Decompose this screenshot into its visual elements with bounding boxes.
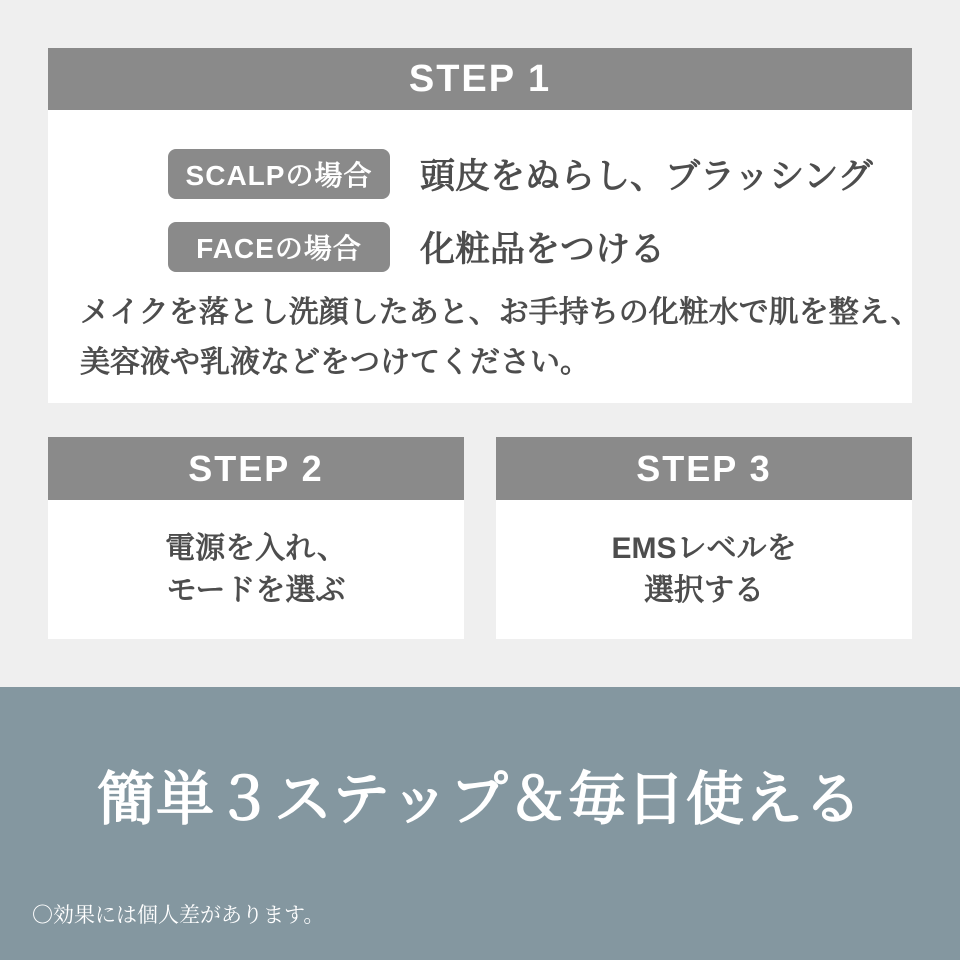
step1-header <box>48 48 912 110</box>
scalp-row <box>168 149 873 199</box>
step3-body <box>496 500 912 639</box>
scalp-badge-label: SCALPの場合 <box>185 160 373 191</box>
step3-header-label: STEP 3 <box>636 447 772 489</box>
step1-card <box>48 48 921 403</box>
face-instruction: 化粧品をつける <box>420 230 666 269</box>
step3-header <box>496 437 912 500</box>
step3-text-line1: EMSレベルを <box>611 531 797 565</box>
step3-text-line2: 選択する <box>644 573 764 607</box>
face-badge <box>168 222 390 272</box>
footer-disclaimer: 〇効果には個人差があります。 <box>32 904 325 927</box>
step1-note-line2: 美容液や乳液などをつけてください。 <box>80 346 590 379</box>
step1-header-label: STEP 1 <box>408 57 552 100</box>
scalp-instruction: 頭皮をぬらし、ブラッシング <box>420 157 873 196</box>
step2-text-line1: 電源を入れ、 <box>165 531 347 565</box>
step3-card <box>496 437 912 639</box>
step1-note <box>80 288 921 388</box>
step1-note-line1: メイクを落とし洗顔したあと、お手持ちの化粧水で肌を整え、 <box>80 296 921 329</box>
footer-banner <box>0 687 960 960</box>
scalp-badge <box>168 149 390 199</box>
step2-header-label: STEP 2 <box>188 447 324 489</box>
face-badge-label: FACEの場合 <box>196 233 362 264</box>
step2-card <box>48 437 464 639</box>
step2-body <box>48 500 464 639</box>
face-row <box>168 222 665 272</box>
footer-title: 簡単３ステップ＆毎日使える <box>97 767 863 832</box>
step2-text-line2: モードを選ぶ <box>166 573 346 607</box>
step2-header <box>48 437 464 500</box>
